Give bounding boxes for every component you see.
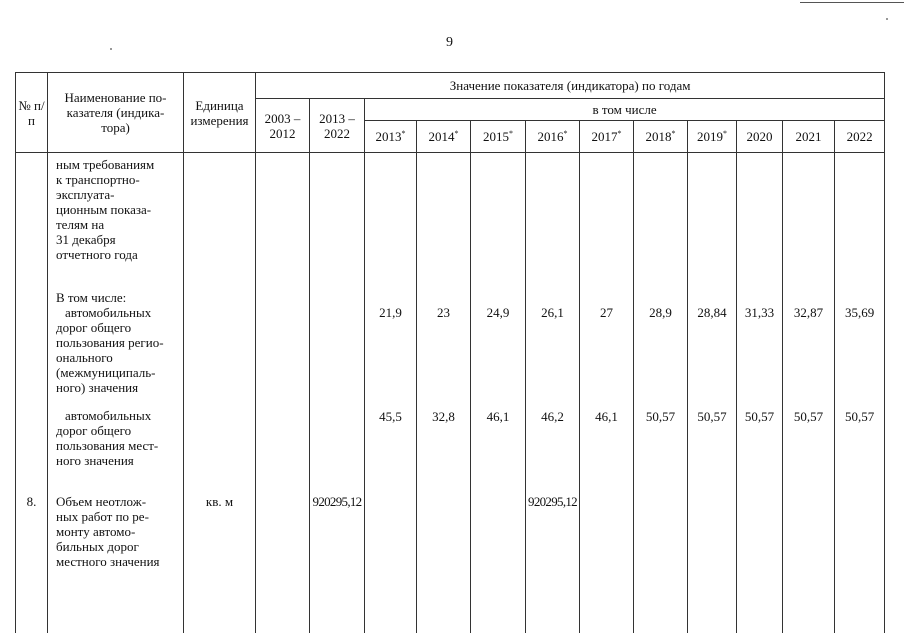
table-header	[16, 73, 885, 153]
value-cell: 24,9	[471, 288, 526, 408]
header-year: 2021	[783, 121, 835, 153]
value-cell-2016: 920295,12	[526, 493, 580, 633]
header-including: в том числе	[365, 99, 885, 121]
header-values-by-year: Значение показателя (индикатора) по годам	[256, 73, 885, 99]
indicator-name-item-8: Объем неотлож- ных работ по ре- монту автомо- бильных дорог местного значения	[48, 493, 184, 633]
value-cell: 31,33	[737, 288, 783, 408]
value-cell: 50,57	[688, 408, 737, 493]
value-cell: 21,9	[365, 288, 417, 408]
header-year: 2019*	[688, 121, 737, 153]
value-cell: 46,1	[580, 408, 634, 493]
scan-speck	[886, 18, 888, 20]
value-cell: 23	[417, 288, 471, 408]
header-year: 2013*	[365, 121, 417, 153]
header-indicator-name: Наименование по- казателя (индика- тора)	[48, 73, 184, 153]
indicator-name-continuation: ным требованиям к транспортно- эксплуата- ционным показа- телям на 31 декабря отчетного года	[48, 153, 184, 288]
including-heading: В том числе:	[56, 289, 127, 305]
value-cell: 50,57	[634, 408, 688, 493]
value-cell: 50,57	[783, 408, 835, 493]
unit-cell: кв. м	[184, 493, 256, 633]
header-number: № п/п	[16, 73, 48, 153]
value-cell: 28,84	[688, 288, 737, 408]
header-year: 2020	[737, 121, 783, 153]
header-period-2013-2022: 2013 – 2022	[310, 99, 365, 153]
value-cell: 28,9	[634, 288, 688, 408]
value-cell: 35,69	[835, 288, 885, 408]
header-year: 2017*	[580, 121, 634, 153]
header-year: 2018*	[634, 121, 688, 153]
value-cell: 45,5	[365, 408, 417, 493]
table-row	[16, 493, 885, 633]
indicator-table	[15, 72, 885, 633]
scan-speck	[110, 48, 112, 50]
header-unit: Единица измерения	[184, 73, 256, 153]
indicator-name-regional: В том числе: автомобильных дорог общего пользования регио- онального (межмуниципаль- ного) значения	[48, 288, 184, 408]
header-year: 2014*	[417, 121, 471, 153]
value-cell: 46,2	[526, 408, 580, 493]
row-number: 8.	[16, 493, 48, 633]
table-row	[16, 408, 885, 493]
value-cell: 27	[580, 288, 634, 408]
table-row	[16, 153, 885, 288]
page-number: 9	[446, 35, 453, 50]
value-cell: 50,57	[737, 408, 783, 493]
value-cell: 32,8	[417, 408, 471, 493]
header-year: 2015*	[471, 121, 526, 153]
value-cell: 46,1	[471, 408, 526, 493]
table-row	[16, 288, 885, 408]
header-year: 2016*	[526, 121, 580, 153]
header-period-2003-2012: 2003 – 2012	[256, 99, 310, 153]
value-cell: 26,1	[526, 288, 580, 408]
value-cell-2013-2022: 920295,12	[310, 493, 365, 633]
header-year: 2022	[835, 121, 885, 153]
value-cell: 32,87	[783, 288, 835, 408]
corner-rule	[800, 2, 904, 3]
indicator-name-local: автомобильных дорог общего пользования мест- ного значения	[48, 408, 184, 493]
value-cell: 50,57	[835, 408, 885, 493]
